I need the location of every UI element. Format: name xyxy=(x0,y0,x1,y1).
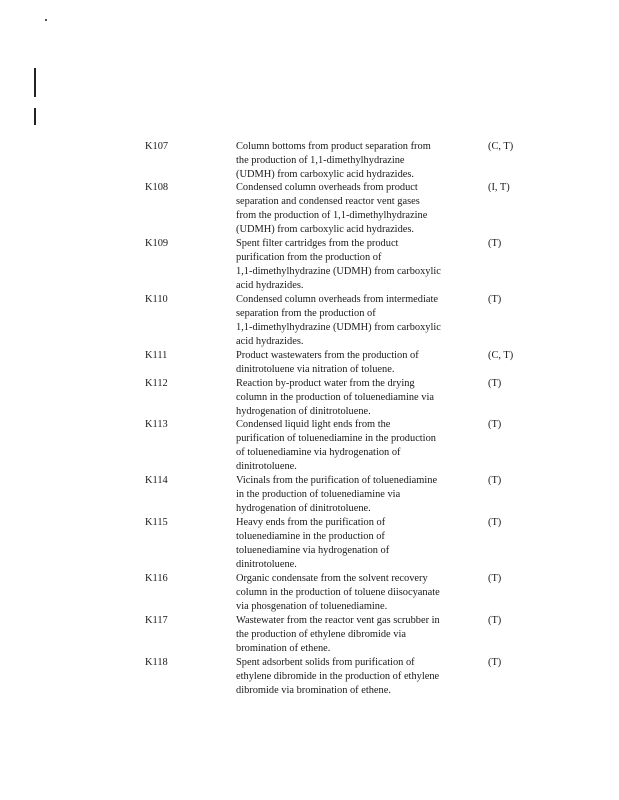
waste-description: Column bottoms from product separation from the production of 1,1-dimethylhydrazine (UDMH) from carboxylic acid hydrazides. xyxy=(236,141,431,180)
hazard-code: (I, T) xyxy=(488,182,510,193)
waste-description: Wastewater from the reactor vent gas scrubber in the production of ethylene dibromide via bromination of ethene. xyxy=(236,615,440,654)
waste-code: K116 xyxy=(145,573,168,584)
waste-code: K110 xyxy=(145,294,168,305)
hazard-code: (C, T) xyxy=(488,141,514,152)
waste-code: K111 xyxy=(145,350,168,361)
hazard-code: (T) xyxy=(488,615,502,626)
waste-description: Spent adsorbent solids from purification of ethylene dibromide in the production of ethylene dibromide via bromination of ethene. xyxy=(236,657,440,696)
hazard-code: (C, T) xyxy=(488,350,514,361)
hazard-code: (T) xyxy=(488,378,502,389)
waste-code: K117 xyxy=(145,615,168,626)
waste-code: K113 xyxy=(145,419,168,430)
waste-description: Condensed column overheads from product separation and condensed reactor vent gases from the production of 1,1-dimethylhydrazine (UDMH) from carboxylic acid hydrazides. xyxy=(236,182,428,235)
waste-code: K114 xyxy=(145,475,168,486)
waste-code: K115 xyxy=(145,517,168,528)
waste-description: Condensed column overheads from intermediate separation from the production of 1,1-dimethylhydrazine (UDMH) from carboxylic acid hydrazides. xyxy=(236,294,441,347)
waste-description: Vicinals from the purification of toluenediamine in the production of toluenediamine via hydrogenation of dinitrotoluene. xyxy=(236,475,438,514)
waste-description: Organic condensate from the solvent recovery column in the production of toluene diisocyanate via phosgenation of toluenediamine. xyxy=(236,573,440,612)
waste-code: K118 xyxy=(145,657,168,668)
waste-code: K107 xyxy=(145,141,169,152)
hazard-code: (T) xyxy=(488,238,502,249)
waste-code: K108 xyxy=(145,182,169,193)
hazard-code: (T) xyxy=(488,573,502,584)
hazard-code: (T) xyxy=(488,419,502,430)
waste-description: Reaction by-product water from the drying column in the production of toluenediamine via hydrogenation of dinitrotoluene. xyxy=(236,378,434,417)
waste-description: Product wastewaters from the production of dinitrotoluene via nitration of toluene. xyxy=(236,350,419,375)
waste-code: K109 xyxy=(145,238,169,249)
waste-description: Spent filter cartridges from the product purification from the production of 1,1-dimethylhydrazine (UDMH) from carboxylic acid hydrazides. xyxy=(236,238,441,291)
hazard-code: (T) xyxy=(488,294,502,305)
hazard-code: (T) xyxy=(488,657,502,668)
waste-description: Condensed liquid light ends from the purification of toluenediamine in the production of toluenediamine via hydrogenation of dinitrotoluene. xyxy=(236,419,436,472)
waste-description: Heavy ends from the purification of toluenediamine in the production of toluenediamine via hydrogenation of dinitrotoluene. xyxy=(236,517,390,570)
hazard-code: (T) xyxy=(488,475,502,486)
waste-code: K112 xyxy=(145,378,168,389)
hazard-code: (T) xyxy=(488,517,502,528)
